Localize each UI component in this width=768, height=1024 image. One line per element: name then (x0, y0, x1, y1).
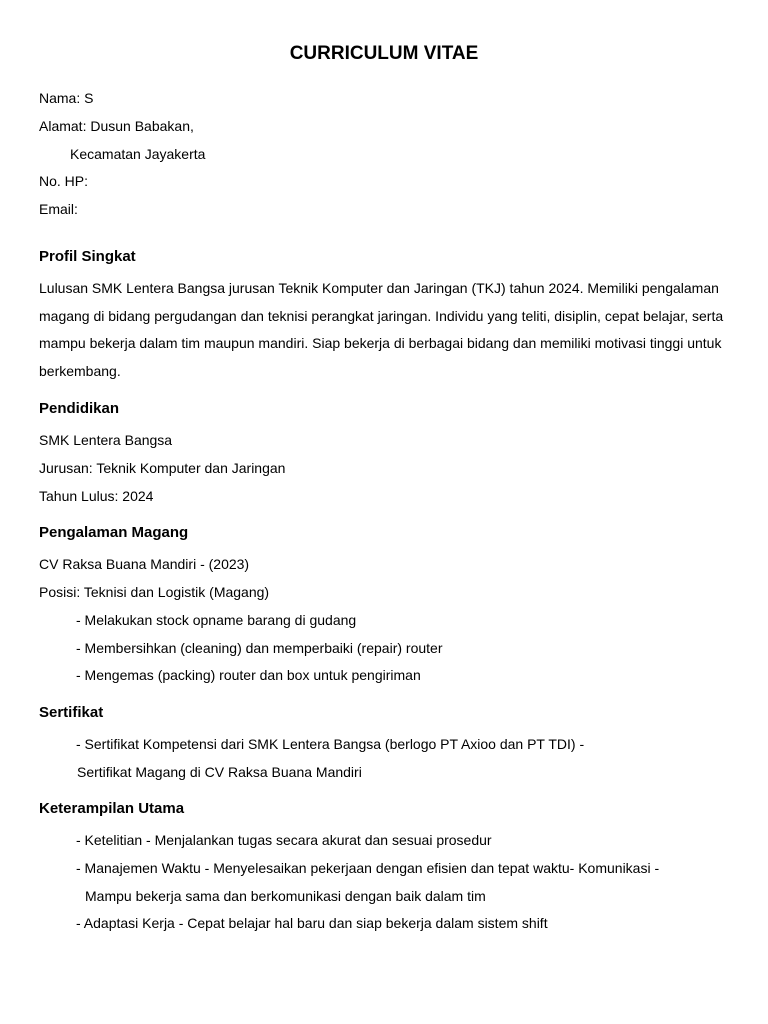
skill-item: - Adaptasi Kerja - Cepat belajar hal baru dan siap bekerja dalam sistem shift (76, 915, 548, 931)
certificates-heading: Sertifikat (39, 704, 104, 721)
profile-line: magang di bidang pergudangan dan teknisi perangkat jaringan. Individu yang teliti, disiplin, cepat belajar, serta (39, 308, 724, 324)
certificate-line: Sertifikat Magang di CV Raksa Buana Mandiri (77, 764, 362, 780)
certificate-line: - Sertifikat Kompetensi dari SMK Lentera Bangsa (berlogo PT Axioo dan PT TDI) - (76, 736, 585, 752)
skill-item: - Manajemen Waktu - Menyelesaikan pekerjaan dengan efisien dan tepat waktu- Komunikasi - (76, 860, 660, 876)
personal-name: Nama: S (39, 90, 94, 106)
internship-company: CV Raksa Buana Mandiri - (2023) (39, 556, 250, 572)
internship-task: - Mengemas (packing) router dan box untuk pengiriman (76, 667, 421, 683)
profile-line: mampu bekerja dalam tim maupun mandiri. Siap bekerja di berbagai bidang dan memiliki motivasi tinggi untuk (39, 335, 722, 351)
education-school: SMK Lentera Bangsa (39, 432, 173, 448)
personal-address-line2: Kecamatan Jayakerta (70, 146, 206, 162)
personal-phone: No. HP: (39, 173, 89, 189)
skill-item-continuation: Mampu bekerja sama dan berkomunikasi dengan baik dalam tim (85, 888, 486, 904)
document-title: CURRICULUM VITAE (289, 43, 479, 64)
internship-task: - Melakukan stock opname barang di gudang (76, 612, 357, 628)
internship-heading: Pengalaman Magang (39, 524, 189, 541)
internship-position: Posisi: Teknisi dan Logistik (Magang) (39, 584, 270, 600)
education-major: Jurusan: Teknik Komputer dan Jaringan (39, 460, 286, 476)
education-heading: Pendidikan (39, 400, 120, 417)
personal-address-line1: Alamat: Dusun Babakan, (39, 118, 194, 134)
education-year: Tahun Lulus: 2024 (39, 488, 154, 504)
skill-item: - Ketelitian - Menjalankan tugas secara akurat dan sesuai prosedur (76, 832, 492, 848)
internship-task: - Membersihkan (cleaning) dan memperbaiki (repair) router (76, 640, 443, 656)
profile-line: Lulusan SMK Lentera Bangsa jurusan Teknik Komputer dan Jaringan (TKJ) tahun 2024. Memiliki pengalaman (39, 280, 719, 296)
skills-heading: Keterampilan Utama (39, 800, 185, 817)
profile-line: berkembang. (39, 363, 121, 379)
profile-heading: Profil Singkat (39, 248, 136, 265)
personal-email: Email: (39, 201, 78, 217)
